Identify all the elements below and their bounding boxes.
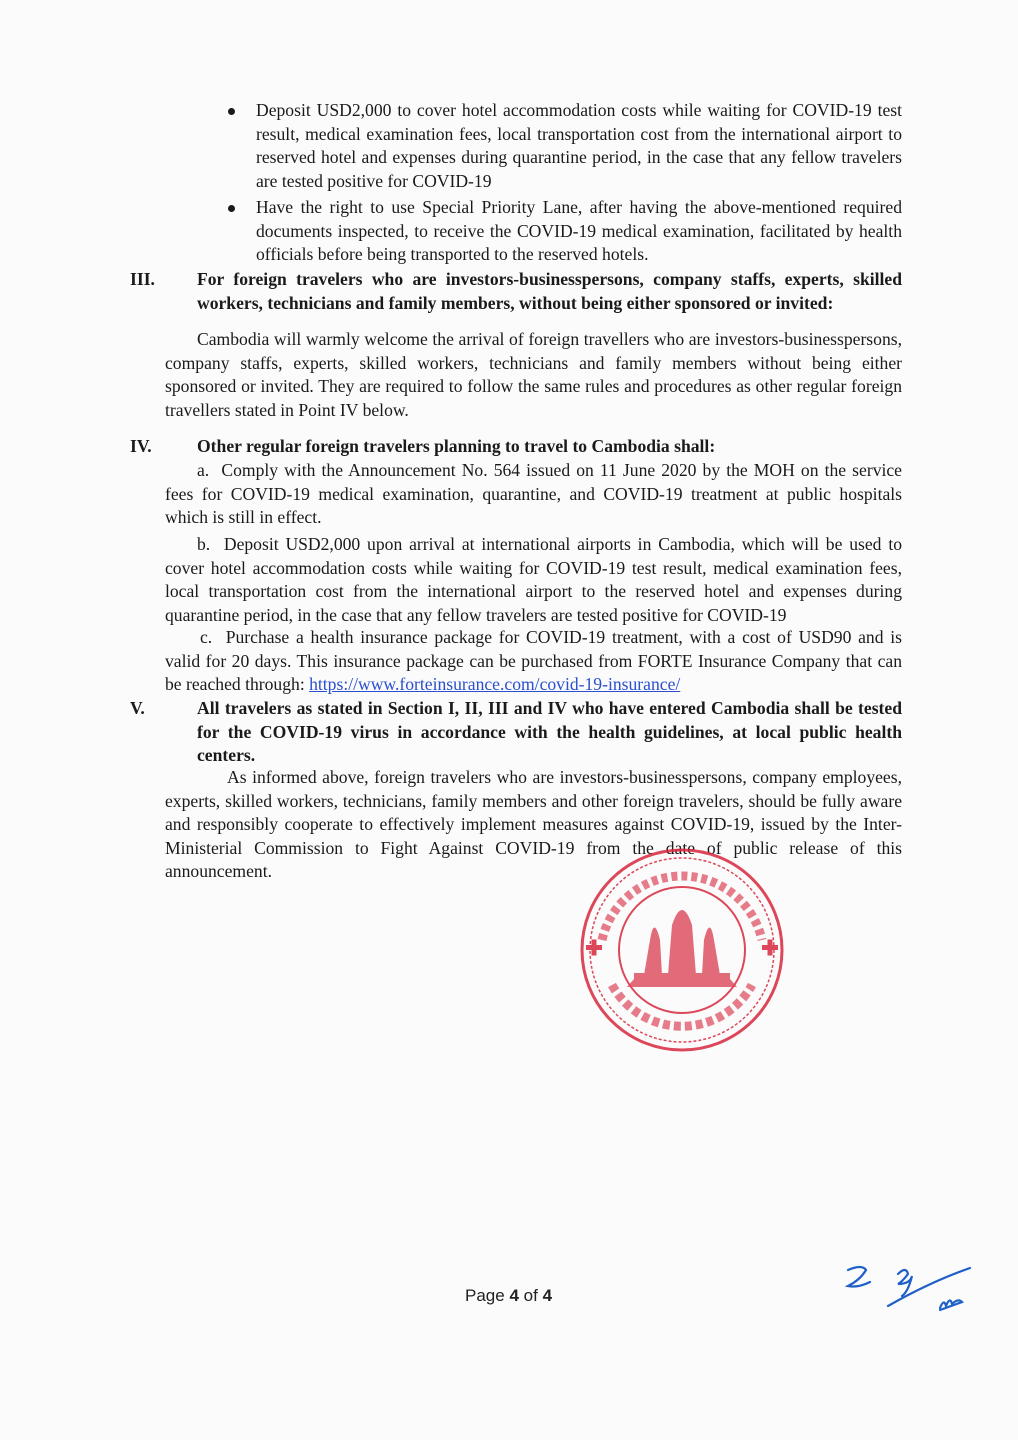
temple-icon — [627, 910, 737, 987]
list-item-text: Deposit USD2,000 upon arrival at international airports in Cambodia, which will be used to cover hotel accommodation costs while waiting for COVID-19 test result, medical examination fees, local transportation cost from the international airport to the reserved hotel and expenses during quarantine period, in the case that any fellow travelers are tested positive for COVID-19 — [165, 534, 902, 625]
section-body-text: Cambodia will warmly welcome the arrival of foreign travellers who are investors-businesspersons, company staffs, experts, skilled workers, technicians and family members without being either sponsored or invited. They are required to follow the same rules and procedures as other regular foreign travellers stated in Point IV below. — [165, 329, 902, 420]
section-body — [165, 328, 902, 422]
section-heading: Other regular foreign travelers planning to travel to Cambodia shall: — [197, 436, 716, 456]
list-item-text: Comply with the Announcement No. 564 issued on 11 June 2020 by the MOH on the service fees for COVID-19 medical examination, quarantine, and COVID-19 treatment at public hospitals which is still in effect. — [165, 460, 902, 528]
section-number: III. — [130, 269, 155, 289]
of-label: of — [523, 1286, 538, 1305]
insurance-link[interactable]: https://www.forteinsurance.com/covid-19-insurance/ — [309, 674, 681, 695]
page-total: 4 — [542, 1286, 553, 1305]
bullet-item: Have the right to use Special Priority Lane, after having the above-mentioned required documents inspected, to receive the COVID-19 medical examination, facilitated by health officials before being transported to the reserved hotels. — [256, 197, 902, 265]
bullet-item: Deposit USD2,000 to cover hotel accommodation costs while waiting for COVID-19 test result, medical examination fees, local transportation cost from the international airport to reserved hotel and expenses during quarantine period, in the case that any fellow travelers are tested positive for COVID-19 — [256, 100, 902, 191]
section-body-text: As informed above, foreign travelers who are investors-businesspersons, company employees, experts, skilled workers, technicians, family members and other foreign travelers, should be fully aware and responsibly cooperate to effectively implement measures against COVID-19, issued by the Inter-Ministerial Commission to Fight Against COVID-19 from the date of public release of this announcement. — [165, 767, 902, 882]
official-seal — [572, 845, 792, 1055]
page-label: Page — [465, 1286, 505, 1305]
section-heading: For foreign travelers who are investors-businesspersons, company staffs, experts, skilled workers, technicians and family members, without being either sponsored or invited: — [197, 269, 902, 313]
list-item-label: a. — [197, 460, 210, 480]
bullet-icon — [228, 108, 235, 115]
page-current: 4 — [509, 1286, 519, 1305]
signature-initials — [840, 1262, 990, 1322]
list-item-text: Purchase a health insurance package for COVID-19 treatment, with a cost of USD90 and is valid for 20 days. This insurance package can be purchased from FORTE Insurance Company that can be reached through: — [165, 627, 903, 695]
section-number: V. — [130, 698, 145, 718]
list-item-label: c. — [200, 627, 213, 647]
list-item — [165, 626, 902, 697]
page-footer — [465, 1284, 552, 1308]
list-item — [165, 459, 902, 530]
section-number: IV. — [130, 436, 152, 456]
bullet-icon — [228, 205, 235, 212]
seal-bottom-text-arc — [612, 985, 752, 1026]
section-heading: All travelers as stated in Section I, II, III and IV who have entered Cambodia shall be tested for the COVID-19 virus in accordance with the health guidelines, at local public health centers. — [197, 698, 902, 766]
list-item-label: b. — [197, 534, 211, 554]
list-item — [165, 533, 902, 627]
